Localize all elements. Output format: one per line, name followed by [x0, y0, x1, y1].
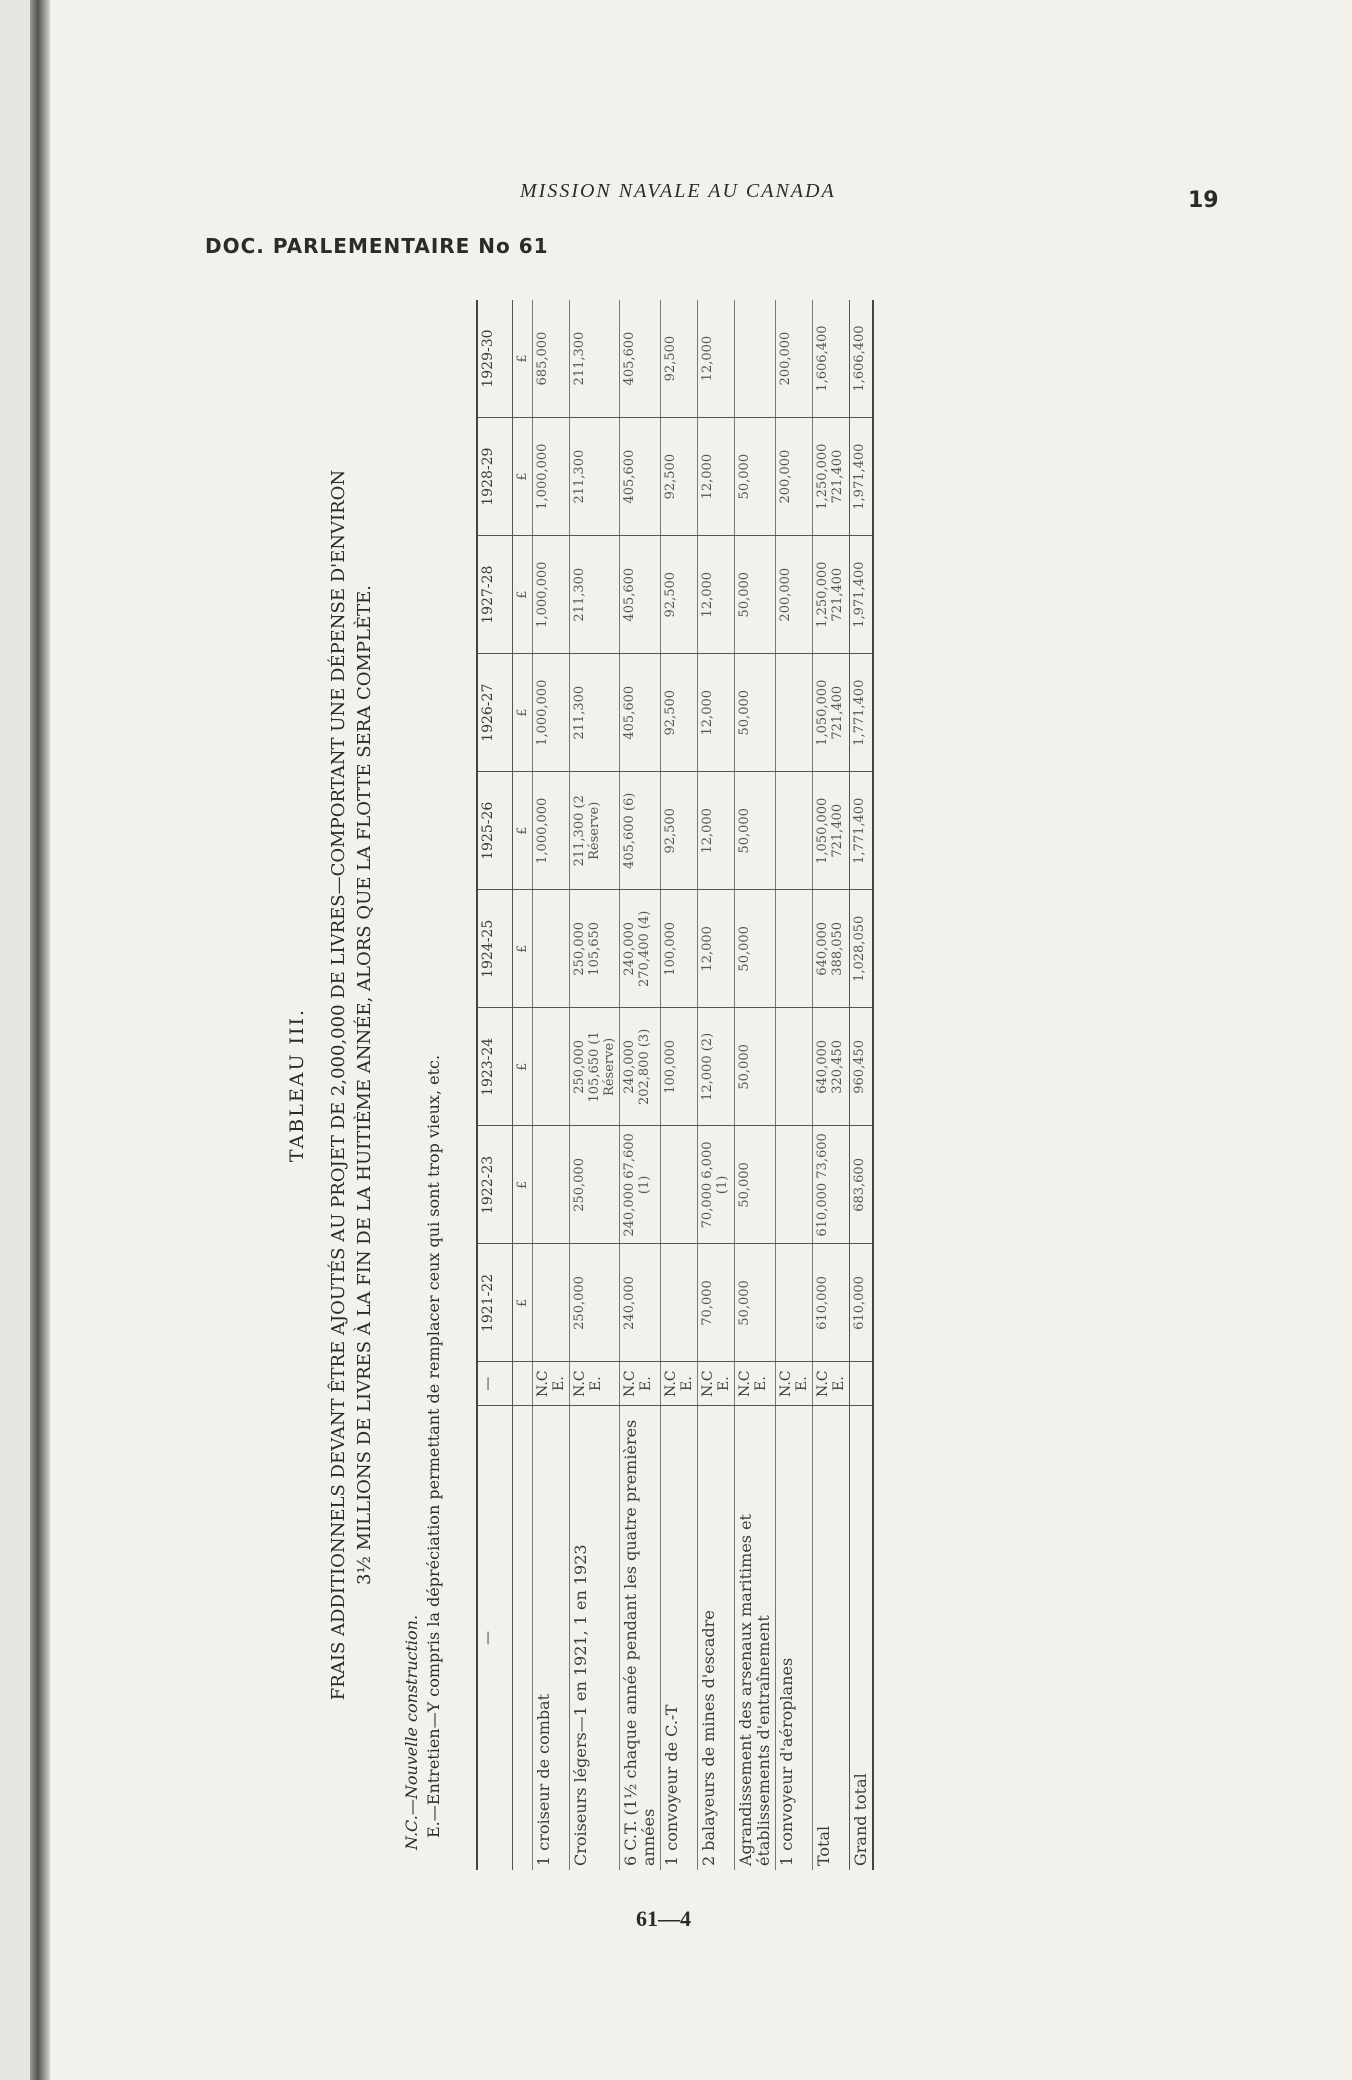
cell-value [776, 1008, 813, 1126]
grand-total-value: 610,000 [850, 1244, 874, 1362]
grand-total-value: 683,600 [850, 1126, 874, 1244]
note-nouvelle-construction: N.C.—Nouvelle construction. [402, 1614, 421, 1850]
cell-value: 405,600 [620, 654, 661, 772]
row-label: 2 balayeurs de mines d'escadre [698, 1405, 735, 1870]
cell-value: 1,000,000 [533, 418, 570, 536]
kind-e: E. [831, 1376, 847, 1392]
grand-total-row [850, 300, 874, 1870]
running-head: MISSION NAVALE AU CANADA [520, 180, 836, 202]
grand-total-kind [850, 1362, 874, 1405]
row-label: 1 convoyeur d'aéroplanes [776, 1405, 813, 1870]
page-number: 19 [1188, 188, 1219, 213]
cell-value: 1,250,000 721,400 [813, 418, 850, 536]
document-header: DOC. PARLEMENTAIRE No 61 [205, 234, 549, 258]
cell-value: 50,000 [735, 536, 776, 654]
cell-value: 92,500 [661, 654, 698, 772]
cell-value: 92,500 [661, 300, 698, 418]
header-year: 1927-28 [477, 536, 513, 654]
cell-value: 1,050,000 721,400 [813, 772, 850, 890]
cell-value: 50,000 [735, 418, 776, 536]
cell-value: 405,600 [620, 418, 661, 536]
row-kind [661, 1362, 698, 1405]
cell-value [533, 1244, 570, 1362]
kind-nc: N.C [663, 1370, 679, 1397]
cell-value: 12,000 [698, 772, 735, 890]
currency-symbol: £ [513, 536, 533, 654]
cell-value [533, 1126, 570, 1244]
cell-value: 610,000 [813, 1244, 850, 1362]
grand-total-value: 1,971,400 [850, 418, 874, 536]
currency-symbol: £ [513, 1008, 533, 1126]
table-row [813, 300, 850, 1870]
kind-e: E. [551, 1376, 567, 1392]
cell-value: 50,000 [735, 1008, 776, 1126]
cell-value [735, 300, 776, 418]
cell-value: 405,600 (6) [620, 772, 661, 890]
cell-value [661, 1126, 698, 1244]
cell-value [533, 890, 570, 1008]
grand-total-value: 1,028,050 [850, 890, 874, 1008]
cell-value: 100,000 [661, 890, 698, 1008]
table-row [620, 300, 661, 1870]
row-kind [735, 1362, 776, 1405]
folio-mark: 61—4 [636, 1906, 691, 1931]
row-label: 6 C.T. (1½ chaque année pendant les quatre premières années [620, 1405, 661, 1870]
table-row [735, 300, 776, 1870]
rotated-table-block [236, 300, 1106, 1870]
currency-row-label [513, 1405, 533, 1870]
cell-value [776, 654, 813, 772]
cell-value: 240,000 202,800 (3) [620, 1008, 661, 1126]
header-year: 1929-30 [477, 300, 513, 418]
table-label: TABLEAU III. [286, 1007, 308, 1163]
cell-value [533, 1008, 570, 1126]
cell-value: 92,500 [661, 536, 698, 654]
table-title: FRAIS ADDITIONNELS DEVANT ÊTRE AJOUTÉS AU PROJET DE 2,000,000 DE LIVRES—COMPORTANT UNE DÉPENSE D'ENVIRON [328, 469, 349, 1701]
kind-nc: N.C [535, 1370, 551, 1397]
currency-symbol: £ [513, 418, 533, 536]
cell-value: 211,300 [570, 654, 620, 772]
cell-value: 200,000 [776, 536, 813, 654]
cell-value: 1,000,000 [533, 654, 570, 772]
cell-value: 12,000 [698, 890, 735, 1008]
cell-value: 12,000 [698, 654, 735, 772]
cell-value: 1,050,000 721,400 [813, 654, 850, 772]
currency-symbol: £ [513, 1244, 533, 1362]
kind-nc: N.C [572, 1370, 588, 1397]
header-year: 1921-22 [477, 1244, 513, 1362]
header-year: 1923-24 [477, 1008, 513, 1126]
kind-e: E. [638, 1376, 654, 1392]
cell-value: 12,000 [698, 536, 735, 654]
table-row [533, 300, 570, 1870]
cell-value: 12,000 [698, 418, 735, 536]
cell-value: 240,000 [620, 1244, 661, 1362]
cell-value [776, 1244, 813, 1362]
cell-value [776, 772, 813, 890]
cell-value: 640,000 388,050 [813, 890, 850, 1008]
grand-total-value: 1,606,400 [850, 300, 874, 418]
table-header-row [477, 300, 513, 1870]
cell-value: 70,000 6,000 (1) [698, 1126, 735, 1244]
kind-e: E. [679, 1376, 695, 1392]
header-year: 1925-26 [477, 772, 513, 890]
cell-value [776, 1126, 813, 1244]
cell-value: 200,000 [776, 418, 813, 536]
grand-total-value: 960,450 [850, 1008, 874, 1126]
cell-value: 240,000 270,400 (4) [620, 890, 661, 1008]
grand-total-label: Grand total [850, 1405, 874, 1870]
header-year: 1928-29 [477, 418, 513, 536]
row-label: 1 croiseur de combat [533, 1405, 570, 1870]
kind-e: E. [794, 1376, 810, 1392]
table-body [513, 300, 874, 1870]
cell-value: 50,000 [735, 772, 776, 890]
grand-total-value: 1,771,400 [850, 654, 874, 772]
cell-value: 50,000 [735, 1244, 776, 1362]
header-year: 1926-27 [477, 654, 513, 772]
kind-nc: N.C [815, 1370, 831, 1397]
cell-value: 1,250,000 721,400 [813, 536, 850, 654]
cell-value: 211,300 [570, 300, 620, 418]
cell-value: 92,500 [661, 772, 698, 890]
header-kind: — [477, 1362, 513, 1405]
cell-value: 50,000 [735, 890, 776, 1008]
row-kind [776, 1362, 813, 1405]
row-kind [570, 1362, 620, 1405]
cell-value: 250,000 105,650 (1 Réserve) [570, 1008, 620, 1126]
cell-value: 211,300 (2 Réserve) [570, 772, 620, 890]
binding-edge [30, 0, 50, 2080]
currency-symbol: £ [513, 654, 533, 772]
cell-value [661, 1244, 698, 1362]
row-label: Croiseurs légers—1 en 1921, 1 en 1923 [570, 1405, 620, 1870]
row-label: Total [813, 1405, 850, 1870]
row-kind [533, 1362, 570, 1405]
kind-e: E. [588, 1376, 604, 1392]
table-row [776, 300, 813, 1870]
cell-value: 1,606,400 [813, 300, 850, 418]
cell-value: 405,600 [620, 536, 661, 654]
note-entretien: E.—Entretien—Y compris la dépréciation permettant de remplacer ceux qui sont trop vieux, etc. [424, 1054, 443, 1838]
cell-value: 1,000,000 [533, 536, 570, 654]
cell-value: 1,000,000 [533, 772, 570, 890]
cell-value: 200,000 [776, 300, 813, 418]
grand-total-value: 1,771,400 [850, 772, 874, 890]
currency-row [513, 300, 533, 1870]
cell-value: 250,000 105,650 [570, 890, 620, 1008]
cell-value: 50,000 [735, 654, 776, 772]
table-subtitle: 3½ MILLIONS DE LIVRES À LA FIN DE LA HUITIÈME ANNÉE, ALORS QUE LA FLOTTE SERA COMPLÈTE. [354, 585, 375, 1585]
cell-value: 100,000 [661, 1008, 698, 1126]
table-row [698, 300, 735, 1870]
cell-value: 685,000 [533, 300, 570, 418]
currency-row-kind [513, 1362, 533, 1405]
header-year: 1922-23 [477, 1126, 513, 1244]
cell-value: 12,000 (2) [698, 1008, 735, 1126]
cell-value: 640,000 320,450 [813, 1008, 850, 1126]
table-row [570, 300, 620, 1870]
cell-value: 92,500 [661, 418, 698, 536]
row-kind [698, 1362, 735, 1405]
row-label: 1 convoyeur de C.-T [661, 1405, 698, 1870]
row-kind [620, 1362, 661, 1405]
cell-value: 211,300 [570, 536, 620, 654]
currency-symbol: £ [513, 890, 533, 1008]
currency-symbol: £ [513, 772, 533, 890]
cell-value [776, 890, 813, 1008]
currency-symbol: £ [513, 1126, 533, 1244]
cell-value: 405,600 [620, 300, 661, 418]
header-year: 1924-25 [477, 890, 513, 1008]
currency-symbol: £ [513, 300, 533, 418]
page-edge-shadow [0, 0, 30, 2080]
header-item: — [477, 1405, 513, 1870]
cell-value: 250,000 [570, 1126, 620, 1244]
kind-e: E. [753, 1376, 769, 1392]
kind-nc: N.C [700, 1370, 716, 1397]
table-row [661, 300, 698, 1870]
row-kind [813, 1362, 850, 1405]
row-label: Agrandissement des arsenaux maritimes et établissements d'entraînement [735, 1405, 776, 1870]
kind-e: E. [716, 1376, 732, 1392]
cell-value: 70,000 [698, 1244, 735, 1362]
cell-value: 50,000 [735, 1126, 776, 1244]
expense-table [476, 300, 874, 1870]
cell-value: 610,000 73,600 [813, 1126, 850, 1244]
cell-value: 240,000 67,600 (1) [620, 1126, 661, 1244]
kind-nc: N.C [737, 1370, 753, 1397]
kind-nc: N.C [622, 1370, 638, 1397]
cell-value: 211,300 [570, 418, 620, 536]
kind-nc: N.C [778, 1370, 794, 1397]
cell-value: 250,000 [570, 1244, 620, 1362]
cell-value: 12,000 [698, 300, 735, 418]
grand-total-value: 1,971,400 [850, 536, 874, 654]
